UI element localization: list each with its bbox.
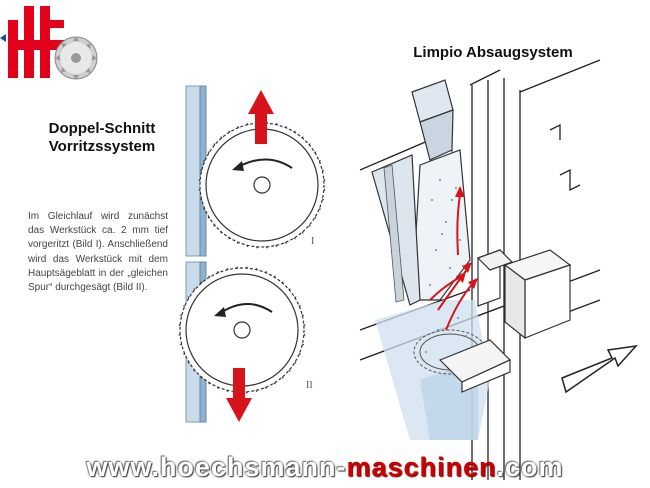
footer-suffix: .com bbox=[496, 452, 564, 482]
suction-channel bbox=[372, 150, 470, 305]
outline-arrow-right-icon bbox=[562, 346, 636, 392]
footer-prefix: www.hoechsmann- bbox=[86, 452, 347, 482]
support-block bbox=[505, 250, 570, 338]
hoechsmann-logo-icon bbox=[0, 6, 97, 80]
left-title-line1: Doppel-Schnitt bbox=[48, 120, 156, 137]
description-text: Im Gleichlauf wird zunächst das Werkstück ca. 2 mm tief vorgeritzt (Bild I). Anschließend wird das Werkstück mit dem Hauptsägeblatt in der „gleichen Spur“ durchgesägt (Bild II). bbox=[28, 211, 168, 294]
website-footer[interactable] bbox=[0, 452, 650, 482]
figure-label-first: I bbox=[311, 236, 315, 247]
left-title bbox=[22, 120, 182, 156]
footer-highlight: maschinen bbox=[346, 452, 497, 482]
figure-label-second: II bbox=[306, 380, 313, 391]
right-title: Limpio Absaugsystem bbox=[413, 44, 573, 61]
left-title-line2: Vorritzssystem bbox=[48, 138, 156, 155]
